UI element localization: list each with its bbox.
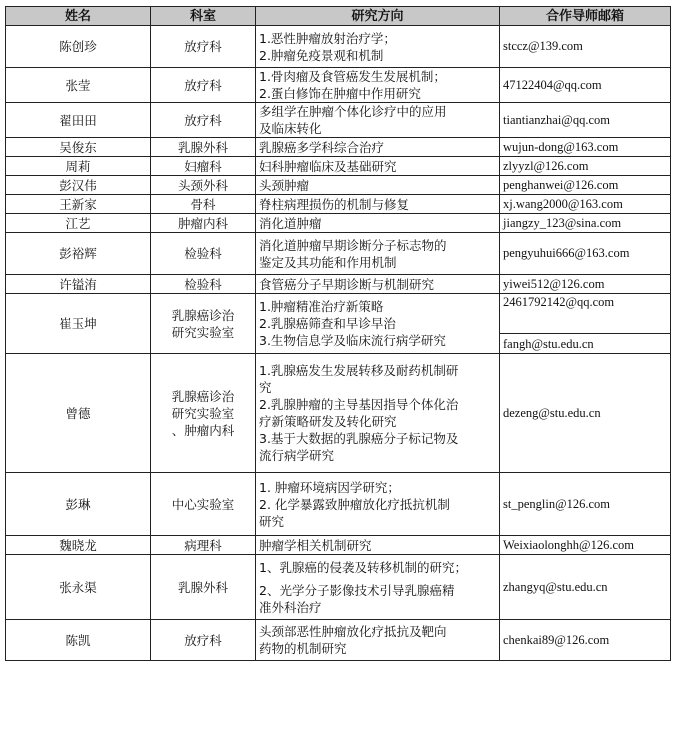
header-email: 合作导师邮箱 xyxy=(500,7,671,26)
department: 乳腺癌诊治 研究实验室 、肿瘤内科 xyxy=(151,354,256,473)
supervisor-email[interactable] xyxy=(500,214,671,233)
department: 中心实验室 xyxy=(151,473,256,536)
research-line: 多组学在肿瘤个体化诊疗中的应用 xyxy=(259,104,447,119)
department: 妇瘤科 xyxy=(151,157,256,176)
department: 放疗科 xyxy=(151,68,256,103)
email-address[interactable]: pengyuhui666@163.com xyxy=(503,246,630,260)
supervisor-email[interactable] xyxy=(500,536,671,555)
table-row xyxy=(6,138,671,157)
table-row xyxy=(6,157,671,176)
email-address[interactable]: zlyyzl@126.com xyxy=(503,158,589,173)
supervisor-email[interactable] xyxy=(500,176,671,195)
supervisor-name: 翟田田 xyxy=(6,103,151,138)
supervisor-email[interactable] xyxy=(500,26,671,68)
supervisor-email[interactable] xyxy=(500,195,671,214)
research-line: 3.生物信息学及临床流行病学研究 xyxy=(259,333,446,348)
supervisor-email[interactable] xyxy=(500,138,671,157)
research-line: 研究 xyxy=(259,513,285,529)
table-row xyxy=(6,473,671,536)
research-line: 脊柱病理损伤的机制与修复 xyxy=(259,196,410,212)
header-research: 研究方向 xyxy=(256,7,500,26)
research-line: 2.乳腺肿瘤的主导基因指导个体化治 xyxy=(259,397,459,412)
table-row xyxy=(6,233,671,275)
research-direction xyxy=(256,176,500,195)
supervisor-name: 魏晓龙 xyxy=(6,536,151,555)
supervisor-name: 张永渠 xyxy=(6,555,151,620)
email-address[interactable]: st_penglin@126.com xyxy=(503,496,610,511)
department: 骨科 xyxy=(151,195,256,214)
research-direction xyxy=(256,68,500,103)
research-direction xyxy=(256,620,500,661)
email-address[interactable]: chenkai89@126.com xyxy=(503,632,610,647)
research-line: 乳腺癌多学科综合治疗 xyxy=(259,139,385,155)
supervisor-name: 江艺 xyxy=(6,214,151,233)
research-direction xyxy=(256,294,500,354)
supervisor-table-container xyxy=(5,6,671,661)
research-direction xyxy=(256,157,500,176)
research-line: 1.乳腺癌发生发展转移及耐药机制研 xyxy=(259,363,459,378)
email-address[interactable]: stccz@139.com xyxy=(503,39,583,53)
research-line: 头颈肿瘤 xyxy=(259,177,310,193)
supervisor-name: 陈凯 xyxy=(6,620,151,661)
supervisor-name: 周莉 xyxy=(6,157,151,176)
supervisor-name: 王新家 xyxy=(6,195,151,214)
email-address[interactable]: fangh@stu.edu.cn xyxy=(500,333,670,353)
research-line: 3.基于大数据的乳腺癌分子标记物及 xyxy=(259,431,459,446)
table-header-row xyxy=(6,7,671,26)
research-direction xyxy=(256,275,500,294)
supervisor-email[interactable] xyxy=(500,620,671,661)
supervisor-email[interactable] xyxy=(500,103,671,138)
department: 病理科 xyxy=(151,536,256,555)
research-line: 鉴定及其功能和作用机制 xyxy=(259,254,397,270)
supervisor-name: 许镒洧 xyxy=(6,275,151,294)
email-address[interactable]: yiwei512@126.com xyxy=(503,276,605,291)
research-line: 消化道肿瘤 xyxy=(259,215,322,231)
research-line: 食管癌分子早期诊断与机制研究 xyxy=(259,276,435,292)
email-address[interactable]: jiangzy_123@sina.com xyxy=(503,215,622,230)
supervisor-name: 彭裕辉 xyxy=(6,233,151,275)
research-direction xyxy=(256,214,500,233)
supervisor-email[interactable] xyxy=(500,157,671,176)
supervisor-email[interactable] xyxy=(500,354,671,473)
supervisor-email[interactable] xyxy=(500,473,671,536)
email-address[interactable]: dezeng@stu.edu.cn xyxy=(503,405,601,420)
research-line: 疗新策略研发及转化研究 xyxy=(259,414,397,429)
supervisor-name: 曾德 xyxy=(6,354,151,473)
research-line: 1、乳腺癌的侵袭及转移机制的研究； xyxy=(259,559,467,575)
table-row xyxy=(6,176,671,195)
supervisor-name: 崔玉坤 xyxy=(6,294,151,354)
supervisor-name: 彭琳 xyxy=(6,473,151,536)
research-line: 流行病学研究 xyxy=(259,448,335,463)
email-address[interactable]: 2461792142@qq.com xyxy=(503,295,615,309)
email-address[interactable]: Weixiaolonghh@126.com xyxy=(503,537,634,552)
email-address[interactable]: tiantianzhai@qq.com xyxy=(503,112,610,127)
research-direction xyxy=(256,138,500,157)
table-row xyxy=(6,555,671,620)
research-line: 药物的机制研究 xyxy=(259,641,347,656)
department: 放疗科 xyxy=(151,26,256,68)
table-row xyxy=(6,195,671,214)
table-row xyxy=(6,103,671,138)
research-line: 1.恶性肿瘤放射治疗学； xyxy=(259,30,396,46)
research-line: 2.肿瘤免疫景观和机制 xyxy=(259,47,384,63)
research-line: 准外科治疗 xyxy=(259,599,322,615)
research-direction xyxy=(256,195,500,214)
supervisor-email[interactable] xyxy=(500,233,671,275)
research-direction xyxy=(256,473,500,536)
email-address[interactable]: xj.wang2000@163.com xyxy=(503,196,623,211)
supervisor-email[interactable] xyxy=(500,555,671,620)
email-address[interactable]: 47122404@qq.com xyxy=(503,77,602,92)
supervisor-name: 彭汉伟 xyxy=(6,176,151,195)
header-name: 姓名 xyxy=(6,7,151,26)
research-line: 消化道肿瘤早期诊断分子标志物的 xyxy=(259,237,447,253)
supervisor-email[interactable] xyxy=(500,294,671,354)
email-address[interactable]: penghanwei@126.com xyxy=(503,177,619,192)
department: 检验科 xyxy=(151,233,256,275)
supervisor-email[interactable] xyxy=(500,68,671,103)
supervisor-email[interactable] xyxy=(500,275,671,294)
research-line: 肿瘤学相关机制研究 xyxy=(259,537,372,553)
research-direction xyxy=(256,354,500,473)
research-line: 1.肿瘤精准治疗新策略 xyxy=(259,299,384,314)
department: 头颈外科 xyxy=(151,176,256,195)
table-row xyxy=(6,214,671,233)
research-line: 及临床转化 xyxy=(259,121,322,136)
header-dept: 科室 xyxy=(151,7,256,26)
research-line: 1.骨肉瘤及食管癌发生发展机制； xyxy=(259,69,446,84)
email-address[interactable]: wujun-dong@163.com xyxy=(503,139,619,154)
supervisor-name: 陈创珍 xyxy=(6,26,151,68)
table-row xyxy=(6,68,671,103)
table-row xyxy=(6,620,671,661)
table-row xyxy=(6,294,671,354)
department: 乳腺外科 xyxy=(151,138,256,157)
department: 放疗科 xyxy=(151,103,256,138)
table-row xyxy=(6,536,671,555)
research-line: 妇科肿瘤临床及基础研究 xyxy=(259,158,397,174)
research-direction xyxy=(256,26,500,68)
department: 检验科 xyxy=(151,275,256,294)
research-line: 头颈部恶性肿瘤放化疗抵抗及靶向 xyxy=(259,624,447,639)
email-address[interactable]: zhangyq@stu.edu.cn xyxy=(503,579,608,594)
department: 乳腺外科 xyxy=(151,555,256,620)
supervisor-table xyxy=(5,6,671,661)
research-line: 2. 化学暴露致肿瘤放化疗抵抗机制 xyxy=(259,496,450,512)
research-direction xyxy=(256,555,500,620)
table-row xyxy=(6,275,671,294)
table-body xyxy=(6,26,671,661)
supervisor-name: 张莹 xyxy=(6,68,151,103)
research-line: 1. 肿瘤环境病因学研究； xyxy=(259,479,400,495)
research-direction xyxy=(256,233,500,275)
table-row xyxy=(6,26,671,68)
department: 放疗科 xyxy=(151,620,256,661)
department: 肿瘤内科 xyxy=(151,214,256,233)
research-line: 2.乳腺癌筛查和早诊早治 xyxy=(259,316,396,331)
supervisor-name: 吴俊东 xyxy=(6,138,151,157)
department: 乳腺癌诊治 研究实验室 xyxy=(151,294,256,354)
research-line: 2.蛋白修饰在肿瘤中作用研究 xyxy=(259,86,421,101)
table-row xyxy=(6,354,671,473)
research-direction xyxy=(256,103,500,138)
research-direction xyxy=(256,536,500,555)
research-line: 2、光学分子影像技术引导乳腺癌精 xyxy=(259,582,455,598)
research-line: 究 xyxy=(259,380,272,395)
